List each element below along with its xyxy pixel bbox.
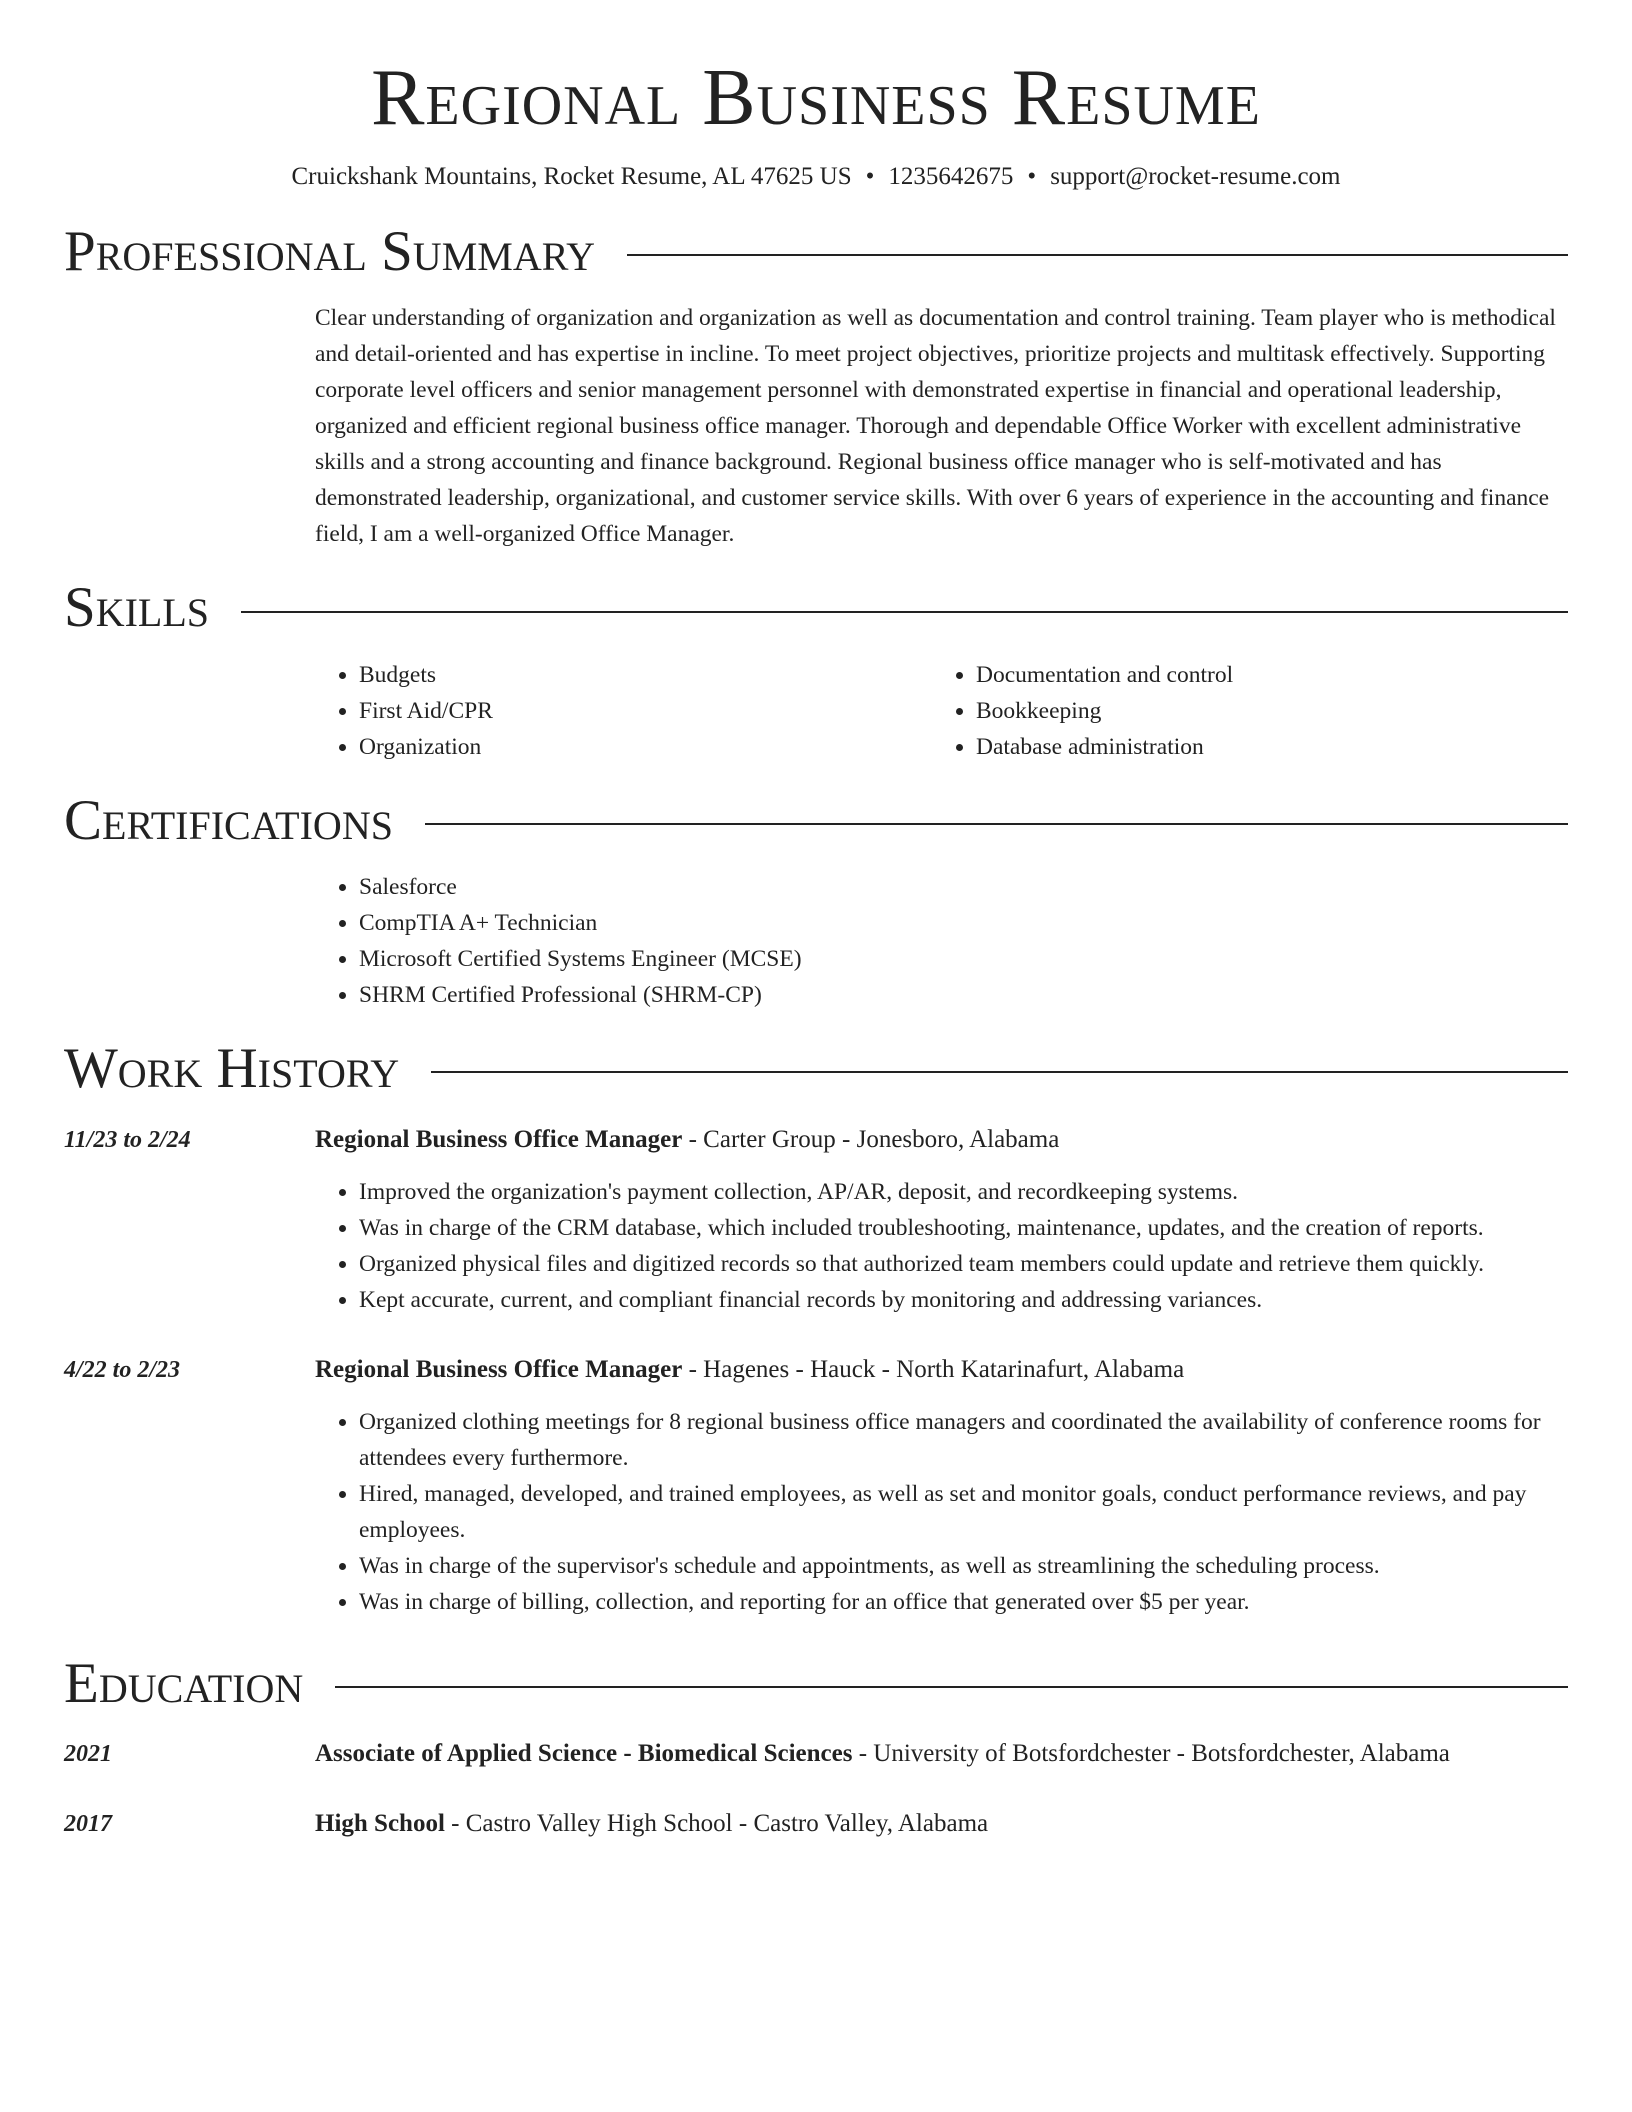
- summary-title: Professional Summary: [64, 220, 596, 283]
- education-entry: [64, 1806, 1568, 1842]
- education-degree: Associate of Applied Science - Biomedical Sciences: [315, 1739, 853, 1767]
- education-degree: High School: [315, 1809, 445, 1837]
- education-title: Education: [64, 1651, 304, 1715]
- skills-column-left: [315, 657, 932, 765]
- job-dates: 4/22 to 2/23: [64, 1356, 181, 1383]
- skills-list-left: [315, 657, 932, 765]
- section-divider: [627, 254, 1568, 256]
- job-employer: - Carter Group - Jonesboro, Alabama: [682, 1125, 1060, 1153]
- section-header: [64, 574, 1568, 642]
- job-bullet: • Organized physical files and digitized records so that authorized team members could update and retrieve them quickly.: [359, 1246, 1568, 1282]
- job-title-line: [315, 1122, 1568, 1158]
- skill-item: • Bookkeeping: [976, 693, 1549, 729]
- job-employer: - Hagenes - Hauck - North Katarinafurt, Alabama: [682, 1355, 1185, 1383]
- job-bullet: • Was in charge of the CRM database, which included troubleshooting, maintenance, updates, and the creation of reports.: [359, 1210, 1568, 1246]
- job-bullet: • Organized clothing meetings for 8 regional business office managers and coordinated the availability of conference rooms for attendees every furthermore.: [359, 1404, 1568, 1476]
- contact-separator: •: [1027, 163, 1037, 190]
- section-divider: [241, 611, 1568, 613]
- certification-item: • CompTIA A+ Technician: [359, 905, 1568, 941]
- section-header: [64, 1650, 1568, 1718]
- section-header: [64, 1035, 1568, 1103]
- education-body: [315, 1806, 1568, 1842]
- skill-item: • Budgets: [359, 657, 932, 693]
- job-bullet: • Kept accurate, current, and compliant financial records by monitoring and addressing variances.: [359, 1282, 1568, 1318]
- job-bullets: [315, 1404, 1568, 1620]
- education-section: [64, 1650, 1568, 1842]
- education-school: - Castro Valley High School - Castro Valley, Alabama: [444, 1809, 989, 1837]
- contact-address: Cruickshank Mountains, Rocket Resume, AL 47625 US: [291, 163, 852, 190]
- section-header: [64, 218, 1568, 286]
- skills-title: Skills: [64, 576, 210, 640]
- education-body: [315, 1736, 1568, 1772]
- work-history-title: Work History: [64, 1037, 400, 1101]
- job-position: Regional Business Office Manager: [315, 1125, 683, 1153]
- job-bullet: • Improved the organization's payment collection, AP/AR, deposit, and recordkeeping systems.: [359, 1174, 1568, 1210]
- certifications-list-wrapper: [315, 869, 1568, 1013]
- contact-phone: 1235642675: [888, 163, 1014, 190]
- certifications-list: [315, 869, 1568, 1013]
- section-header: [64, 787, 1568, 855]
- skills-column-right: [932, 657, 1549, 765]
- education-school: - University of Botsfordchester - Botsfordchester, Alabama: [852, 1739, 1450, 1767]
- job-entry: [64, 1352, 1568, 1620]
- job-bullets: [315, 1174, 1568, 1318]
- contact-line: [64, 162, 1568, 192]
- summary-text: Clear understanding of organization and organization as well as documentation and control training. Team player who is methodical and detail-oriented and has expertise in incline. To meet project objectives, prioritize projects and multitask effectively. Supporting corporate level officers and senior management personnel with demonstrated expertise in financial and operational leadership, organized and efficient regional business office manager. Thorough and dependable Office Worker with excellent administrative skills and a strong accounting and finance background. Regional business office manager who is self-motivated and has demonstrated leadership, organizational, and customer service skills. With over 6 years of experience in the accounting and finance field, I am a well-organized Office Manager.: [315, 305, 1556, 548]
- skills-grid: [315, 657, 1568, 765]
- skills-section: [64, 574, 1568, 764]
- contact-separator: •: [865, 163, 875, 190]
- summary-section: [64, 218, 1568, 552]
- job-title-line: [315, 1352, 1568, 1388]
- job-entry: [64, 1122, 1568, 1318]
- work-history-section: [64, 1035, 1568, 1619]
- skills-list-right: [932, 657, 1549, 765]
- certifications-title: Certifications: [64, 788, 393, 852]
- section-divider: [425, 823, 1568, 825]
- job-bullet: • Was in charge of billing, collection, and reporting for an office that generated over $5 per year.: [359, 1584, 1568, 1620]
- education-year: 2017: [64, 1810, 112, 1837]
- certifications-section: [64, 787, 1568, 1013]
- certification-item: • SHRM Certified Professional (SHRM-CP): [359, 977, 1568, 1013]
- section-divider: [431, 1071, 1568, 1073]
- skill-item: • First Aid/CPR: [359, 693, 932, 729]
- job-body: [315, 1122, 1568, 1318]
- skill-item: • Organization: [359, 729, 932, 765]
- job-body: [315, 1352, 1568, 1620]
- job-bullet: • Was in charge of the supervisor's schedule and appointments, as well as streamlining the scheduling process.: [359, 1548, 1568, 1584]
- education-entry: [64, 1736, 1568, 1772]
- education-title-line: [315, 1806, 1568, 1842]
- certification-item: • Microsoft Certified Systems Engineer (MCSE): [359, 941, 1568, 977]
- skill-item: • Database administration: [976, 729, 1549, 765]
- job-position: Regional Business Office Manager: [315, 1355, 683, 1383]
- job-bullet: • Hired, managed, developed, and trained employees, as well as set and monitor goals, conduct performance reviews, and pay employees.: [359, 1476, 1568, 1548]
- education-year: 2021: [64, 1740, 112, 1767]
- contact-email: support@rocket-resume.com: [1050, 163, 1341, 190]
- education-title-line: [315, 1736, 1568, 1772]
- certification-item: • Salesforce: [359, 869, 1568, 905]
- resume-name: Regional Business Resume: [371, 54, 1261, 142]
- section-divider: [335, 1686, 1568, 1688]
- job-dates: 11/23 to 2/24: [64, 1126, 191, 1153]
- skill-item: • Documentation and control: [976, 657, 1549, 693]
